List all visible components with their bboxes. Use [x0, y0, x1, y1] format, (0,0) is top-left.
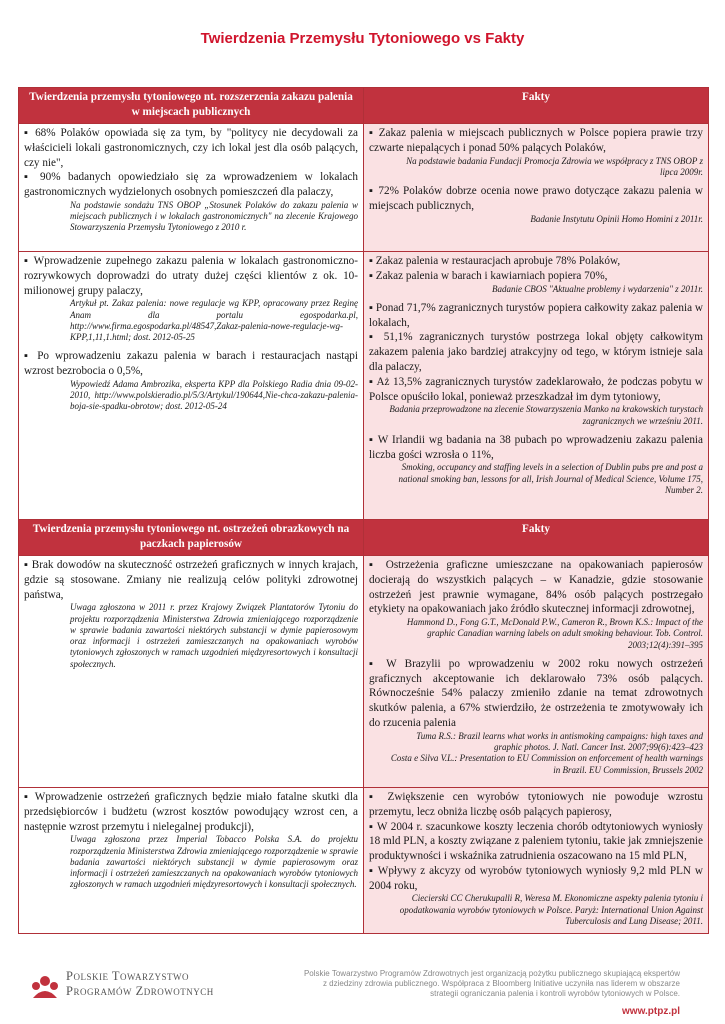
- source-citation: Na podstawie badania Fundacji Promocja Zdrowia we współpracy z TNS OBOP z lipca 2009r.: [406, 155, 703, 177]
- fact-cell: [364, 788, 709, 934]
- source-citation: Artykuł pt. Zakaz palenia: nowe regulacje wg KPP, opracowany przez Reginę Anam dla portalu egospodarka.pl, http://www.firma.egospodarka.pl/48547,Zakaz-palenia-nowe-regulacje-wg-KPP,1,11,1.html; dost. 2012-05-25: [70, 298, 358, 343]
- claim-text: ▪ Po wprowadzeniu zakazu palenia w barach i restauracjach nastąpi wzrost bezrobocia o 0,5%,: [24, 350, 358, 378]
- source-citation: Ciecierski CC Cherukupalli R, Weresa M. Ekonomiczne aspekty palenia tytoniu i opodatkowania wyrobów tytoniowych w Polsce. Paryż: International Union Against Tuberculosis and Lung Disease; 2011.: [399, 893, 703, 926]
- source-citation: Badanie Instytutu Opinii Homo Homini z 2011r.: [530, 213, 703, 224]
- section1-row2: [19, 252, 709, 520]
- section1-header-row: [19, 88, 709, 124]
- fact-text: ▪ W Irlandii wg badania na 38 pubach po wprowadzeniu zakazu palenia liczba gości wzrosła o 11%,: [369, 433, 703, 461]
- fact-text: ▪ Aż 13,5% zagranicznych turystów zadeklarowało, że podczas pobytu w Polsce opuściło lokal, ponieważ przeszkadzał im dym tytoniowy,: [369, 375, 703, 403]
- organization-name-line2: Programów Zdrowotnych: [66, 984, 214, 998]
- source-citation: Badanie CBOS "Aktualne problemy i wydarzenia" z 2011r.: [491, 283, 703, 294]
- section2-header-row: [19, 520, 709, 556]
- fact-text: ▪ Zwiększenie cen wyrobów tytoniowych nie powoduje wzrostu przemytu, lecz obniża liczbę osób palących papierosy,: [369, 791, 703, 818]
- fact-text: ▪ Ponad 71,7% zagranicznych turystów popiera całkowity zakaz palenia w lokalach,: [369, 301, 703, 329]
- claims-facts-table: [18, 87, 709, 934]
- section1-claims-header: Twierdzenia przemysłu tytoniowego nt. rozszerzenia zakazu palenia w miejscach publicznych: [19, 88, 364, 124]
- fact-text: ▪ 72% Polaków dobrze ocenia nowe prawo dotyczące zakazu palenia w miejscach publicznych,: [369, 185, 703, 212]
- section1-facts-header: Fakty: [364, 88, 709, 124]
- claim-cell: [19, 788, 364, 934]
- fact-text: ▪ Zakaz palenia w restauracjach aprobuje 78% Polaków,: [369, 255, 621, 267]
- fact-text: ▪ Ostrzeżenia graficzne umieszczane na opakowaniach papierosów docierają do wszystkich palących – w Kanadzie, gdzie stosowanie ostrzeżeń jest prawnie wymagane, 84% osób palących postrzegało etykiety na opakowaniach jako źródło skutecznej informacji zdrowotnej,: [369, 559, 703, 616]
- fact-cell: [364, 124, 709, 252]
- organization-name-line1: Polskie Towarzystwo: [66, 969, 189, 983]
- organization-description: Polskie Towarzystwo Programów Zdrowotnych jest organizacją pożytku publicznego skupiającą ekspertów z dziedziny zdrowia publicznego. Współpraca z Bloomberg Initiative uczyniła nas liderem w obszarze strategii ograniczania palenia i kontroli wyrobów tytoniowych w Polsce.: [303, 969, 680, 998]
- footer: [0, 960, 725, 1024]
- section2-facts-header: Fakty: [364, 520, 709, 556]
- page-title: Twierdzenia Przemysłu Tytoniowego vs Fakty: [200, 30, 525, 47]
- claim-cell: [19, 252, 364, 520]
- claim-text: ▪ Wprowadzenie zupełnego zakazu palenia w lokalach gastronomiczno-rozrywkowych doprowadzi do utraty dużej części klientów z ok. 10-milionowej grupy palaczy,: [24, 255, 358, 297]
- source-citation: Badania przeprowadzone na zlecenie Stowarzyszenia Manko na krakowskich turystach zagranicznych we wrześniu 2011.: [389, 404, 703, 426]
- fact-cell: [364, 556, 709, 788]
- source-citation: Costa e Silva V.L.: Presentation to EU Commission on enforcement of health warnings in Brazil. EU Commission, Brussels 2002: [390, 753, 703, 775]
- website-link[interactable]: www.ptpz.pl: [622, 1006, 680, 1017]
- claim-text: ▪ Wprowadzenie ostrzeżeń graficznych będzie miało fatalne skutki dla przedsiębiorców i budżetu (wzrost kosztów powodujący wzrost cen, a następnie wzrost przemytu i nielegalnej produkcji),: [24, 791, 358, 833]
- organization-name: [66, 969, 214, 999]
- fact-text: ▪ W Brazylii po wprowadzeniu w 2002 roku nowych ostrzeżeń graficznych akceptowanie ich deklarowało 73% osób palących. Równocześnie 54% palaczy zmieniło zdanie na temat zdrowotnych skutków palenia, a 67% stwierdziło, że ostrzeżenia te zmotywowały ich do rzucenia palenia: [369, 657, 703, 729]
- section2-row2: [19, 788, 709, 934]
- source-citation: Tuma R.S.: Brazil learns what works in antismoking campaigns: high taxes and graphic photos. J. Natl. Cancer Inst. 2007;99(6):423–423: [416, 730, 703, 753]
- source-citation: Wypowiedź Adama Ambrozika, eksperta KPP dla Polskiego Radia dnia 09-02-2010, http://www.polskieradio.pl/5/3/Artykul/190644,Nie-chca-zakazu-palenia-boja-sie-spadku-obrotow; dost. 2012-05-24: [70, 378, 358, 412]
- section2-row1: [19, 556, 709, 788]
- fact-cell: [364, 252, 709, 520]
- ptpz-logo-icon: [28, 968, 62, 1002]
- fact-text: ▪ Zakaz palenia w miejscach publicznych w Polsce popiera prawie trzy czwarte niepalących i ponad 50% palących Polaków,: [369, 127, 703, 154]
- claim-text: ▪ Brak dowodów na skuteczność ostrzeżeń graficznych w innych krajach, gdzie są stosowane. Zmiany nie realizują celów polityki zdrowotnej państwa,: [24, 559, 358, 601]
- fact-text: ▪ 51,1% zagranicznych turystów postrzega lokal objęty całkowitym zakazem palenia jako bardziej atrakcyjny od tego, w którym istnieje sala dla palaczy,: [369, 331, 703, 373]
- claim-text: ▪ 90% badanych opowiedziało się za wprowadzeniem w lokalach gastronomicznych wydzielonych osobnych pomieszczeń dla palaczy,: [24, 171, 358, 199]
- fact-text: ▪ Wpływy z akcyzy od wyrobów tytoniowych wyniosły 9,2 mld PLN w 2004 roku,: [369, 864, 703, 892]
- fact-text: ▪ Zakaz palenia w barach i kawiarniach popiera 70%,: [369, 269, 608, 282]
- source-citation: Hammond D., Fong G.T., McDonald P.W., Cameron R., Brown K.S.: Impact of the graphic Canadian warning labels on adult smoking behaviour. Tob. Control. 2003;12(4):391–395: [406, 617, 703, 650]
- fact-text: ▪ W 2004 r. szacunkowe koszty leczenia chorób odtytoniowych wyniosły 18 mld PLN, a koszty związane z paleniem tytoniu, takie jak zmniejszenie produktywności i wskaźnika zatrudnienia oszacowano na 15 mld PLN,: [369, 820, 703, 863]
- claim-cell: [19, 124, 364, 252]
- source-citation: Uwaga zgłoszona w 2011 r. przez Krajowy Związek Plantatorów Tytoniu do projektu rozporządzenia Ministerstwa Zdrowia zmieniającego rozporządzenie w sprawie badania zawartości niektórych substancji w dymie papierosowym oraz informacji i ostrzeżeń zamieszczanych na opakowaniach wyrobów tytoniowych zgłoszonych w ramach uzgodnień międzyresortowych i konsultacji społecznych.: [70, 602, 358, 669]
- source-citation: Smoking, occupancy and staffing levels in a selection of Dublin pubs pre and post a national smoking ban, lessons for all, Irish Journal of Medical Science, Volume 175, Number 2.: [398, 462, 703, 495]
- source-citation: Uwaga zgłoszona przez Imperial Tobacco Polska S.A. do projektu rozporządzenia Ministerstwa Zdrowia zmieniającego rozporządzenie w sprawie badania zawartości niektórych substancji w dymie papierosowym oraz informacji i ostrzeżeń zamieszczanych na opakowaniach wyrobów tytoniowych zgłoszonych w ramach uzgodnień międzyresortowych i konsultacji społecznych.: [70, 834, 358, 890]
- claim-text: ▪ 68% Polaków opowiada się za tym, by "politycy nie decydowali za właścicieli lokali gastronomicznych, czy ich lokal jest dla osób palących, czy nie",: [24, 127, 358, 169]
- section2-claims-header: Twierdzenia przemysłu tytoniowego nt. ostrzeżeń obrazkowych na paczkach papierosów: [19, 520, 364, 556]
- source-citation: Na podstawie sondażu TNS OBOP „Stosunek Polaków do zakazu palenia w miejscach publicznych i w lokalach gastronomicznych" na zlecenie Krajowego Stowarzyszenia Przemysłu Tytoniowego z 2010 r.: [70, 199, 358, 233]
- claim-cell: [19, 556, 364, 788]
- section1-row1: [19, 124, 709, 252]
